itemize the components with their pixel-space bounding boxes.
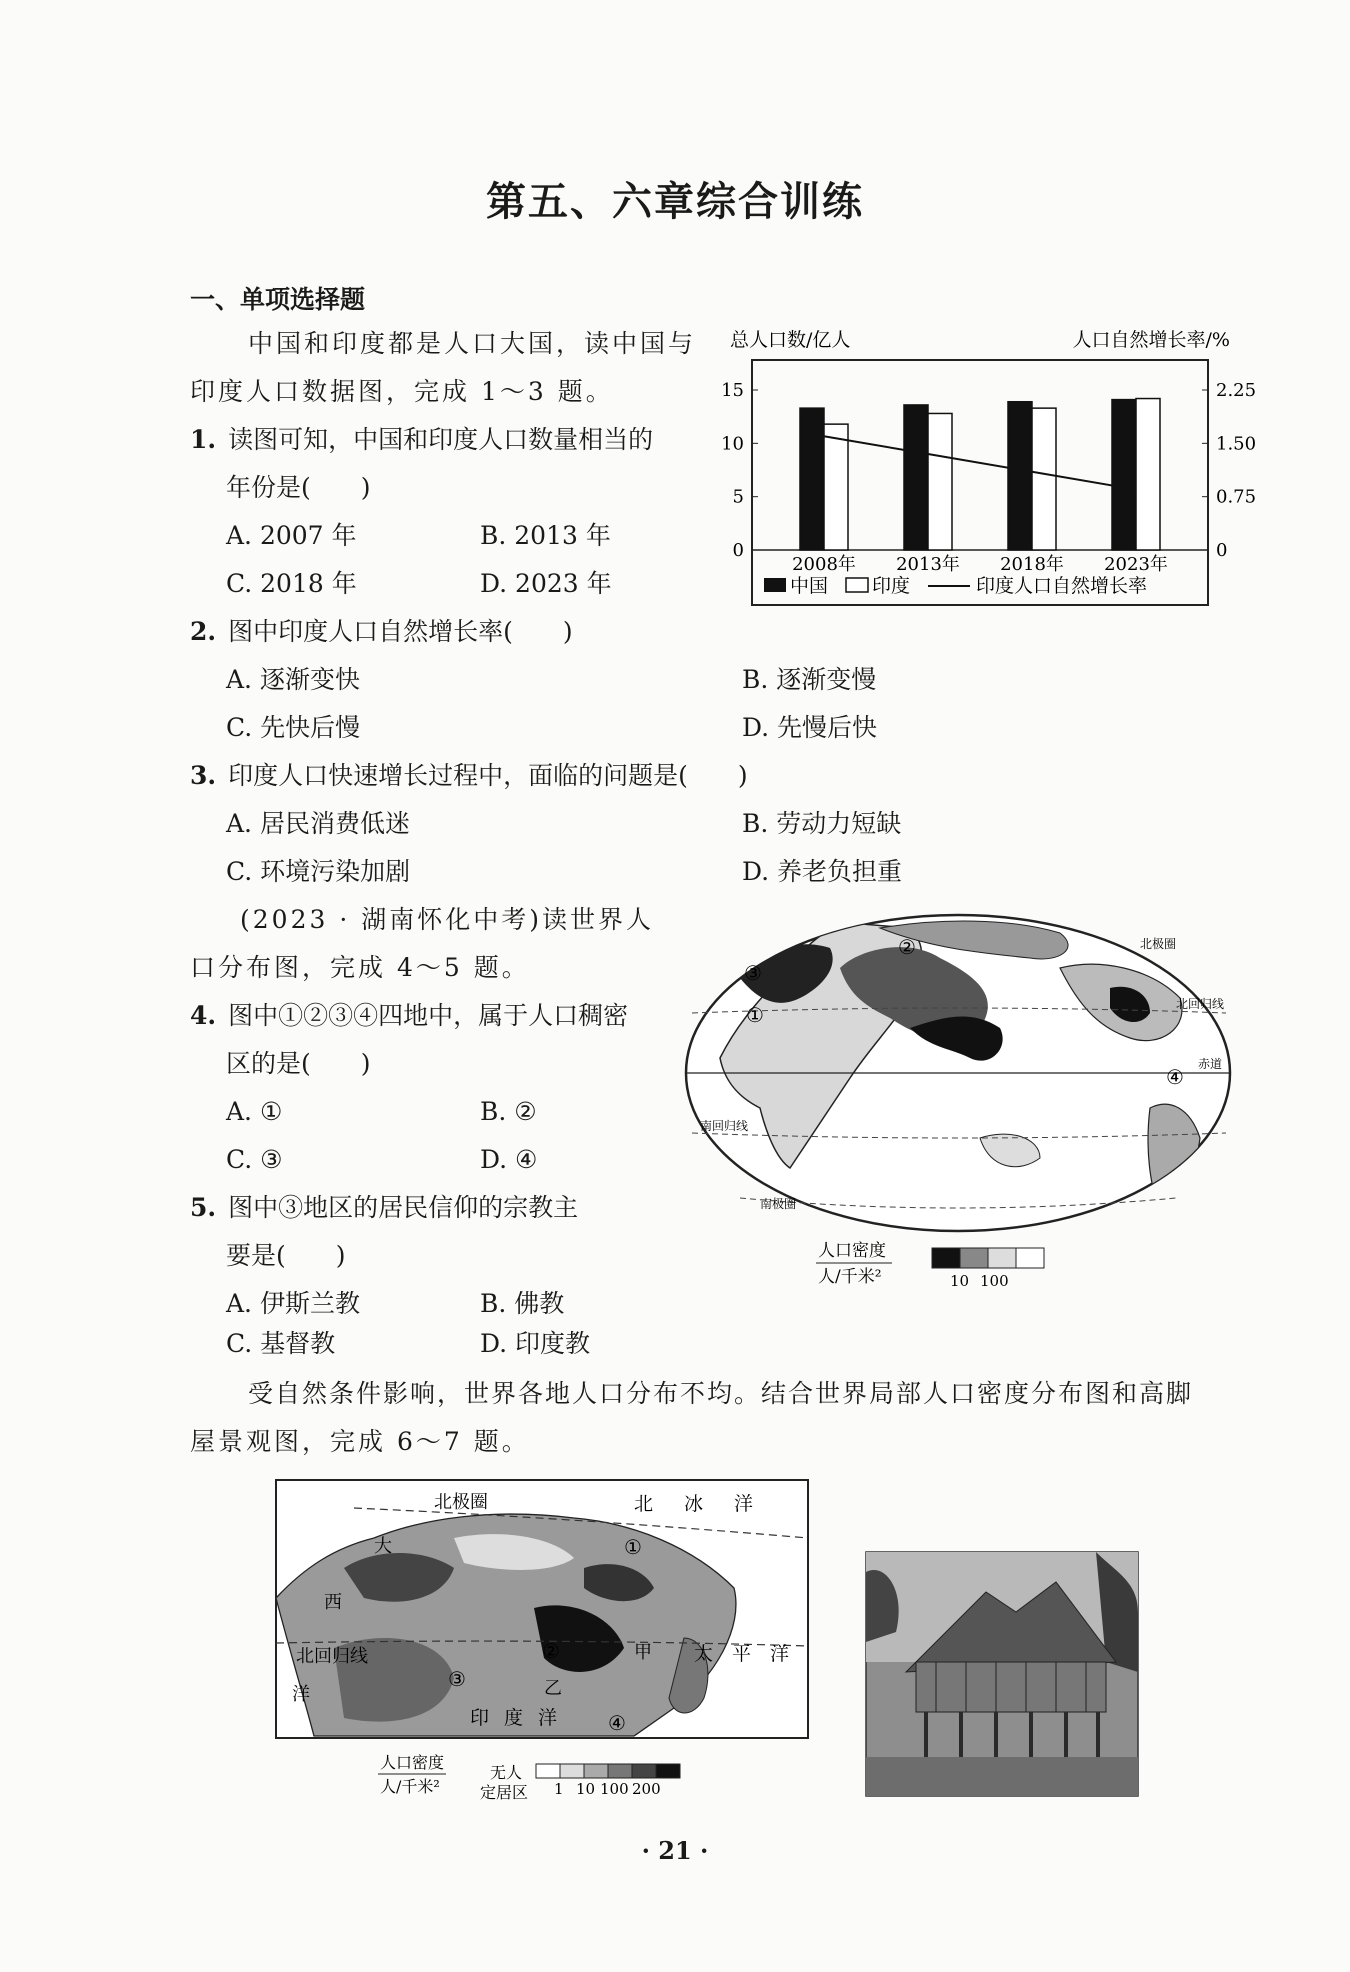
q4-option-c[interactable]: C. ③ <box>226 1145 283 1174</box>
legend-label-india: 印度 <box>872 575 911 597</box>
q1-option-c[interactable]: C. 2018 年 <box>226 569 357 598</box>
question-number: 1. <box>190 425 217 454</box>
question-number: 3. <box>190 761 217 790</box>
legend-none-1: 无人 <box>490 1763 523 1782</box>
q3-option-d[interactable]: D. 养老负担重 <box>742 857 903 886</box>
legend-tick-200: 200 <box>632 1780 661 1798</box>
label-arctic-circle: 北极圈 <box>434 1492 488 1513</box>
question-text: 图中①②③④四地中，属于人口稠密 <box>228 1001 629 1030</box>
question-4 <box>190 992 628 1040</box>
bar-india <box>928 413 952 550</box>
right-tick-label: 1.50 <box>1216 433 1257 455</box>
q3-option-b[interactable]: B. 劳动力短缺 <box>742 809 902 838</box>
question-2 <box>190 608 573 656</box>
bar-china <box>904 405 928 550</box>
right-tick-label: 2.25 <box>1216 380 1257 401</box>
intro-3-line-1: 受自然条件影响，世界各地人口分布不均。结合世界局部人口密度分布图和高脚 <box>248 1379 1194 1408</box>
question-text: 读图可知，中国和印度人口数量相当的 <box>228 425 654 454</box>
label-xi: 西 <box>324 1592 342 1613</box>
question-1-line-2: 年份是( ) <box>226 473 371 502</box>
label-yang-4: 洋 <box>538 1707 558 1729</box>
legend-tick-100: 100 <box>600 1780 629 1798</box>
label-tai: 太 <box>694 1643 714 1665</box>
q2-option-d[interactable]: D. 先慢后快 <box>742 713 878 742</box>
q1-option-a[interactable]: A. 2007 年 <box>226 521 357 550</box>
growth-rate-line <box>824 436 1136 489</box>
q5-option-c[interactable]: C. 基督教 <box>226 1329 336 1358</box>
marker-2: ② <box>542 1639 560 1663</box>
right-axis-label: 人口自然增长率/% <box>1072 329 1230 351</box>
label-tropic-cancer: 北回归线 <box>1176 997 1225 1011</box>
right-tick-label: 0.75 <box>1216 486 1257 508</box>
question-1 <box>190 416 653 464</box>
q5-option-b[interactable]: B. 佛教 <box>480 1289 565 1318</box>
intro-1-line-2: 印度人口数据图，完成 1～3 题。 <box>190 377 614 406</box>
legend-none-2: 定居区 <box>480 1783 529 1802</box>
label-yin: 印 <box>470 1707 490 1729</box>
marker-1: ① <box>624 1535 642 1559</box>
marker-2: ② <box>898 935 916 959</box>
label-tropic-capricorn: 南回归线 <box>700 1119 749 1133</box>
intro-2-line-1: (2023 · 湖南怀化中考)读世界人 <box>240 905 654 934</box>
q1-option-b[interactable]: B. 2013 年 <box>480 521 611 550</box>
label-ping: 平 <box>732 1643 752 1665</box>
intro-3-line-2: 屋景观图，完成 6～7 题。 <box>190 1427 530 1456</box>
section-heading: 一、单项选择题 <box>190 285 366 314</box>
legend-tick-100: 100 <box>980 1272 1009 1290</box>
q4-option-d[interactable]: D. ④ <box>480 1145 538 1174</box>
legend-title: 人口密度 <box>380 1753 445 1772</box>
legend-title: 人口密度 <box>818 1241 886 1261</box>
q5-option-a[interactable]: A. 伊斯兰教 <box>226 1289 360 1318</box>
bar-india <box>824 424 848 550</box>
question-5-line-2: 要是( ) <box>226 1241 346 1270</box>
legend-tick-1: 1 <box>554 1780 564 1798</box>
label-yang-1: 洋 <box>734 1493 754 1515</box>
page-title: 第五、六章综合训练 <box>486 178 864 225</box>
page-number: · 21 · <box>641 1836 709 1865</box>
question-text: 图中印度人口自然增长率( ) <box>228 617 573 646</box>
q5-option-d[interactable]: D. 印度教 <box>480 1329 591 1358</box>
intro-1-line-1: 中国和印度都是人口大国，读中国与 <box>248 329 697 358</box>
question-number: 5. <box>190 1193 217 1222</box>
legend-tick-10: 10 <box>950 1272 970 1290</box>
legend-tick-10: 10 <box>576 1780 596 1798</box>
marker-1: ① <box>746 1003 764 1027</box>
left-tick-label: 5 <box>732 486 744 508</box>
question-4-line-2: 区的是( ) <box>226 1049 371 1078</box>
label-tropic-north: 北回归线 <box>296 1646 368 1667</box>
q4-option-b[interactable]: B. ② <box>480 1097 537 1126</box>
question-number: 2. <box>190 617 217 646</box>
left-tick-label: 0 <box>732 540 744 561</box>
label-bing: 冰 <box>684 1493 704 1515</box>
legend-unit: 人/千米² <box>380 1777 440 1796</box>
label-du: 度 <box>504 1707 524 1729</box>
bar-china <box>1112 400 1136 550</box>
left-tick-label: 10 <box>721 433 744 455</box>
label-yang-2: 洋 <box>292 1684 310 1705</box>
q1-option-d[interactable]: D. 2023 年 <box>480 569 612 598</box>
left-tick-label: 15 <box>721 380 744 401</box>
label-antarctic: 南极圈 <box>760 1197 797 1211</box>
marker-4: ④ <box>1166 1065 1184 1089</box>
bar-india <box>1136 399 1160 550</box>
question-5 <box>190 1184 578 1232</box>
q4-option-a[interactable]: A. ① <box>226 1097 283 1126</box>
category-label: 2008年 <box>792 554 856 575</box>
label-equator: 赤道 <box>1198 1057 1223 1071</box>
label-yang-3: 洋 <box>770 1643 790 1665</box>
q2-option-c[interactable]: C. 先快后慢 <box>226 713 361 742</box>
right-tick-label: 0 <box>1216 540 1228 561</box>
category-label: 2023年 <box>1104 554 1168 575</box>
label-arctic: 北极圈 <box>1140 937 1177 951</box>
q2-option-a[interactable]: A. 逐渐变快 <box>226 665 360 694</box>
bar-india <box>1032 408 1056 550</box>
question-number: 4. <box>190 1001 217 1030</box>
label-da: 大 <box>374 1536 392 1557</box>
world-population-map <box>680 908 1236 1298</box>
label-yi: 乙 <box>544 1678 562 1699</box>
legend-unit: 人/千米² <box>818 1267 882 1287</box>
legend-swatch-china <box>764 578 786 592</box>
stilt-house-photo <box>866 1552 1138 1796</box>
question-3 <box>190 752 748 800</box>
population-chart <box>720 320 1257 620</box>
question-text: 图中③地区的居民信仰的宗教主 <box>228 1193 579 1222</box>
legend-label-china: 中国 <box>790 575 829 597</box>
q3-option-a[interactable]: A. 居民消费低迷 <box>226 809 410 838</box>
marker-3: ③ <box>744 961 762 985</box>
q3-option-c[interactable]: C. 环境污染加剧 <box>226 857 411 886</box>
legend-label-growth: 印度人口自然增长率 <box>976 575 1148 597</box>
label-bei: 北 <box>634 1493 654 1515</box>
category-label: 2013年 <box>896 554 960 575</box>
intro-2-line-2: 口分布图，完成 4～5 题。 <box>190 953 530 982</box>
label-jia: 甲 <box>634 1642 652 1663</box>
marker-3: ③ <box>448 1667 466 1691</box>
bar-china <box>800 408 824 550</box>
question-text: 印度人口快速增长过程中，面临的问题是( ) <box>228 761 748 790</box>
left-axis-label: 总人口数/亿人 <box>730 329 851 351</box>
bar-china <box>1008 402 1032 550</box>
regional-density-map <box>274 1478 814 1808</box>
legend-swatch-india <box>846 578 868 592</box>
marker-4: ④ <box>608 1711 626 1735</box>
category-label: 2018年 <box>1000 554 1064 575</box>
q2-option-b[interactable]: B. 逐渐变慢 <box>742 665 877 694</box>
